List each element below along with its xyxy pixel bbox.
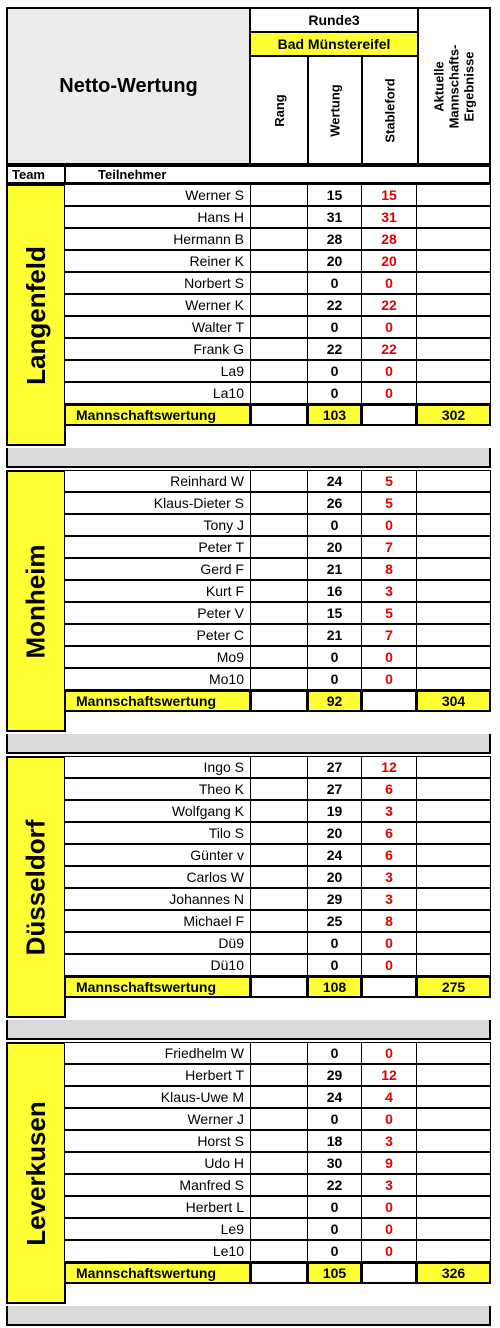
table-row xyxy=(64,1240,491,1262)
ergebnis-cell xyxy=(416,360,491,382)
player-name: Tony J xyxy=(64,514,251,536)
rang-cell xyxy=(250,976,308,998)
table-row xyxy=(64,272,491,294)
table-row xyxy=(64,184,491,206)
table-row xyxy=(64,866,491,888)
column-header-ergebnisse: Aktuelle Mannschafts- Ergebnisse xyxy=(417,7,491,165)
player-name: Werner K xyxy=(64,294,251,316)
stableford-cell: 5 xyxy=(361,602,417,624)
stableford-cell: 0 xyxy=(361,1240,417,1262)
stableford-cell: 3 xyxy=(361,866,417,888)
player-name: Werner S xyxy=(64,184,251,206)
team-separator xyxy=(6,1306,491,1326)
ergebnis-cell xyxy=(416,250,491,272)
player-name: Peter V xyxy=(64,602,251,624)
table-row xyxy=(64,910,491,932)
ergebnis-cell xyxy=(416,1218,491,1240)
sheet-title: Netto-Wertung xyxy=(6,7,251,165)
wertung-cell: 15 xyxy=(307,184,362,206)
summary-label: Mannschaftswertung xyxy=(64,1262,251,1284)
rang-cell xyxy=(250,360,308,382)
rang-cell xyxy=(250,866,308,888)
summary-ergebnis: 275 xyxy=(416,976,491,998)
wertung-cell: 0 xyxy=(307,1108,362,1130)
table-row xyxy=(64,360,491,382)
wertung-cell: 20 xyxy=(307,866,362,888)
stableford-cell xyxy=(361,976,417,998)
rang-cell xyxy=(250,536,308,558)
rang-cell xyxy=(250,294,308,316)
table-row xyxy=(64,206,491,228)
team-section xyxy=(6,184,491,446)
team-summary-row xyxy=(64,1262,491,1284)
rang-cell xyxy=(250,316,308,338)
player-name: Kurt F xyxy=(64,580,251,602)
player-name: Mo9 xyxy=(64,646,251,668)
rang-cell xyxy=(250,272,308,294)
ergebnis-cell xyxy=(416,1064,491,1086)
stableford-cell: 0 xyxy=(361,1042,417,1064)
ergebnis-cell xyxy=(416,932,491,954)
round-label: Runde3 xyxy=(249,7,419,33)
table-row xyxy=(64,756,491,778)
rang-cell xyxy=(250,844,308,866)
ergebnis-cell xyxy=(416,778,491,800)
wertung-cell: 0 xyxy=(307,646,362,668)
wertung-cell: 24 xyxy=(307,1086,362,1108)
ergebnis-cell xyxy=(416,844,491,866)
table-row xyxy=(64,888,491,910)
table-row xyxy=(64,250,491,272)
summary-ergebnis: 326 xyxy=(416,1262,491,1284)
player-name: Herbert L xyxy=(64,1196,251,1218)
summary-ergebnis: 302 xyxy=(416,404,491,426)
stableford-cell: 8 xyxy=(361,910,417,932)
stableford-cell: 12 xyxy=(361,756,417,778)
column-header-stableford: Stableford xyxy=(361,55,419,165)
team-summary-row xyxy=(64,976,491,998)
wertung-cell: 21 xyxy=(307,558,362,580)
ergebnis-cell xyxy=(416,294,491,316)
player-name: Norbert S xyxy=(64,272,251,294)
wertung-cell: 26 xyxy=(307,492,362,514)
player-name: Manfred S xyxy=(64,1174,251,1196)
table-row xyxy=(64,1130,491,1152)
rang-cell xyxy=(250,668,308,690)
stableford-cell xyxy=(361,1262,417,1284)
player-rows xyxy=(64,756,491,998)
table-row xyxy=(64,470,491,492)
table-row xyxy=(64,1086,491,1108)
ergebnis-cell xyxy=(416,184,491,206)
wertung-cell: 24 xyxy=(307,844,362,866)
score-sheet xyxy=(6,7,491,1328)
player-name: Reiner K xyxy=(64,250,251,272)
stableford-cell xyxy=(361,690,417,712)
stableford-cell: 4 xyxy=(361,1086,417,1108)
ergebnis-cell xyxy=(416,1196,491,1218)
rang-cell xyxy=(250,580,308,602)
column-header-wertung: Wertung xyxy=(307,55,363,165)
ergebnis-cell xyxy=(416,756,491,778)
wertung-cell: 22 xyxy=(307,1174,362,1196)
stableford-cell: 12 xyxy=(361,1064,417,1086)
stableford-cell: 0 xyxy=(361,1218,417,1240)
wertung-cell: 25 xyxy=(307,910,362,932)
ergebnis-cell xyxy=(416,1042,491,1064)
stableford-cell: 6 xyxy=(361,822,417,844)
ergebnis-cell xyxy=(416,866,491,888)
stableford-cell: 7 xyxy=(361,624,417,646)
ergebnis-cell xyxy=(416,1086,491,1108)
player-name: Herbert T xyxy=(64,1064,251,1086)
stableford-cell: 0 xyxy=(361,932,417,954)
ergebnis-cell xyxy=(416,1152,491,1174)
player-name: Wolfgang K xyxy=(64,800,251,822)
table-row xyxy=(64,1064,491,1086)
team-name-label: Düsseldorf xyxy=(20,819,51,955)
rang-cell xyxy=(250,910,308,932)
team-summary-row xyxy=(64,690,491,712)
player-name: Gerd F xyxy=(64,558,251,580)
table-row xyxy=(64,382,491,404)
table-row xyxy=(64,338,491,360)
player-name: Dü10 xyxy=(64,954,251,976)
ergebnis-cell xyxy=(416,206,491,228)
ergebnis-cell xyxy=(416,624,491,646)
rang-cell xyxy=(250,888,308,910)
table-row xyxy=(64,646,491,668)
rang-cell xyxy=(250,646,308,668)
player-name: Klaus-Dieter S xyxy=(64,492,251,514)
rang-cell xyxy=(250,1218,308,1240)
table-row xyxy=(64,1042,491,1064)
stableford-cell: 9 xyxy=(361,1152,417,1174)
team-column-label: Team xyxy=(6,165,66,184)
participant-column-label: Teilnehmer xyxy=(64,165,491,184)
wertung-cell: 22 xyxy=(307,338,362,360)
table-row xyxy=(64,1218,491,1240)
rang-cell xyxy=(250,404,308,426)
stableford-cell: 5 xyxy=(361,470,417,492)
player-name: Hermann B xyxy=(64,228,251,250)
summary-wertung: 92 xyxy=(307,690,362,712)
player-name: La9 xyxy=(64,360,251,382)
stableford-cell: 6 xyxy=(361,844,417,866)
ergebnis-cell xyxy=(416,646,491,668)
wertung-cell: 29 xyxy=(307,888,362,910)
stableford-cell: 0 xyxy=(361,668,417,690)
wertung-cell: 27 xyxy=(307,756,362,778)
summary-ergebnis: 304 xyxy=(416,690,491,712)
player-name: Peter C xyxy=(64,624,251,646)
player-name: Hans H xyxy=(64,206,251,228)
wertung-cell: 30 xyxy=(307,1152,362,1174)
team-name xyxy=(6,184,66,446)
stableford-cell: 0 xyxy=(361,272,417,294)
wertung-cell: 0 xyxy=(307,668,362,690)
ergebnis-cell xyxy=(416,602,491,624)
rang-cell xyxy=(250,602,308,624)
stableford-cell: 6 xyxy=(361,778,417,800)
stableford-cell: 0 xyxy=(361,514,417,536)
table-row xyxy=(64,1108,491,1130)
column-labels xyxy=(6,165,491,184)
rang-cell xyxy=(250,1064,308,1086)
table-row xyxy=(64,316,491,338)
stableford-cell: 3 xyxy=(361,580,417,602)
ergebnis-cell xyxy=(416,910,491,932)
table-row xyxy=(64,580,491,602)
table-row xyxy=(64,954,491,976)
wertung-cell: 0 xyxy=(307,954,362,976)
player-rows xyxy=(64,184,491,426)
rang-cell xyxy=(250,932,308,954)
player-name: Walter T xyxy=(64,316,251,338)
rang-cell xyxy=(250,492,308,514)
table-row xyxy=(64,624,491,646)
ergebnis-cell xyxy=(416,1240,491,1262)
wertung-cell: 18 xyxy=(307,1130,362,1152)
ergebnis-cell xyxy=(416,536,491,558)
wertung-cell: 27 xyxy=(307,778,362,800)
wertung-cell: 31 xyxy=(307,206,362,228)
rang-cell xyxy=(250,1086,308,1108)
wertung-cell: 29 xyxy=(307,1064,362,1086)
player-name: Klaus-Uwe M xyxy=(64,1086,251,1108)
stableford-cell: 20 xyxy=(361,250,417,272)
ergebnis-cell xyxy=(416,954,491,976)
wertung-cell: 20 xyxy=(307,250,362,272)
table-row xyxy=(64,822,491,844)
wertung-cell: 24 xyxy=(307,470,362,492)
stableford-cell: 22 xyxy=(361,338,417,360)
player-name: Friedhelm W xyxy=(64,1042,251,1064)
team-sections xyxy=(6,184,491,1326)
rang-cell xyxy=(250,206,308,228)
rang-cell xyxy=(250,822,308,844)
stableford-cell: 8 xyxy=(361,558,417,580)
table-row xyxy=(64,1196,491,1218)
ergebnis-cell xyxy=(416,492,491,514)
player-name: Le9 xyxy=(64,1218,251,1240)
table-row xyxy=(64,668,491,690)
rang-cell xyxy=(250,1130,308,1152)
player-name: Theo K xyxy=(64,778,251,800)
wertung-cell: 20 xyxy=(307,536,362,558)
wertung-cell: 28 xyxy=(307,228,362,250)
column-header-rang: Rang xyxy=(249,55,309,165)
player-name: Udo H xyxy=(64,1152,251,1174)
wertung-cell: 16 xyxy=(307,580,362,602)
wertung-cell: 0 xyxy=(307,1196,362,1218)
team-name xyxy=(6,1042,66,1304)
team-name-label: Monheim xyxy=(20,543,51,659)
ergebnis-cell xyxy=(416,822,491,844)
player-name: Horst S xyxy=(64,1130,251,1152)
table-row xyxy=(64,932,491,954)
wertung-cell: 0 xyxy=(307,360,362,382)
stableford-cell: 0 xyxy=(361,954,417,976)
wertung-cell: 0 xyxy=(307,1240,362,1262)
table-row xyxy=(64,294,491,316)
team-separator xyxy=(6,448,491,468)
team-separator xyxy=(6,734,491,754)
ergebnis-cell xyxy=(416,382,491,404)
rang-cell xyxy=(250,1262,308,1284)
summary-wertung: 105 xyxy=(307,1262,362,1284)
summary-label: Mannschaftswertung xyxy=(64,976,251,998)
rang-cell xyxy=(250,756,308,778)
stableford-cell: 7 xyxy=(361,536,417,558)
player-name: Reinhard W xyxy=(64,470,251,492)
summary-wertung: 108 xyxy=(307,976,362,998)
team-separator xyxy=(6,1020,491,1040)
wertung-cell: 0 xyxy=(307,382,362,404)
stableford-cell: 3 xyxy=(361,888,417,910)
wertung-cell: 22 xyxy=(307,294,362,316)
rang-cell xyxy=(250,1196,308,1218)
ergebnis-cell xyxy=(416,558,491,580)
course-label: Bad Münstereifel xyxy=(249,31,419,57)
wertung-cell: 20 xyxy=(307,822,362,844)
rang-cell xyxy=(250,382,308,404)
table-row xyxy=(64,800,491,822)
rang-cell xyxy=(250,1152,308,1174)
stableford-cell: 28 xyxy=(361,228,417,250)
ergebnis-cell xyxy=(416,338,491,360)
stableford-cell: 0 xyxy=(361,1196,417,1218)
stableford-cell: 0 xyxy=(361,382,417,404)
rang-cell xyxy=(250,1174,308,1196)
rang-cell xyxy=(250,690,308,712)
summary-label: Mannschaftswertung xyxy=(64,690,251,712)
rang-cell xyxy=(250,250,308,272)
stableford-cell: 3 xyxy=(361,1130,417,1152)
ergebnis-cell xyxy=(416,800,491,822)
stableford-cell: 3 xyxy=(361,1174,417,1196)
table-row xyxy=(64,844,491,866)
stableford-cell: 0 xyxy=(361,360,417,382)
team-name-label: Leverkusen xyxy=(20,1100,51,1246)
table-row xyxy=(64,1152,491,1174)
rang-cell xyxy=(250,470,308,492)
wertung-cell: 0 xyxy=(307,1218,362,1240)
player-name: Michael F xyxy=(64,910,251,932)
ergebnis-cell xyxy=(416,580,491,602)
ergebnis-cell xyxy=(416,1108,491,1130)
rang-cell xyxy=(250,778,308,800)
player-name: Johannes N xyxy=(64,888,251,910)
stableford-cell: 15 xyxy=(361,184,417,206)
table-row xyxy=(64,514,491,536)
table-row xyxy=(64,1174,491,1196)
summary-wertung: 103 xyxy=(307,404,362,426)
rang-cell xyxy=(250,558,308,580)
stableford-cell xyxy=(361,404,417,426)
rang-cell xyxy=(250,228,308,250)
rang-cell xyxy=(250,954,308,976)
wertung-cell: 0 xyxy=(307,514,362,536)
stableford-cell: 0 xyxy=(361,646,417,668)
wertung-cell: 19 xyxy=(307,800,362,822)
rang-cell xyxy=(250,338,308,360)
team-section xyxy=(6,1042,491,1304)
wertung-cell: 15 xyxy=(307,602,362,624)
player-name: Peter T xyxy=(64,536,251,558)
wertung-cell: 0 xyxy=(307,272,362,294)
summary-label: Mannschaftswertung xyxy=(64,404,251,426)
table-row xyxy=(64,492,491,514)
player-name: Dü9 xyxy=(64,932,251,954)
rang-cell xyxy=(250,184,308,206)
stableford-cell: 3 xyxy=(361,800,417,822)
team-name-label: Langenfeld xyxy=(20,245,51,385)
stableford-cell: 0 xyxy=(361,1108,417,1130)
stableford-cell: 0 xyxy=(361,316,417,338)
ergebnis-cell xyxy=(416,228,491,250)
table-header xyxy=(6,7,491,165)
ergebnis-cell xyxy=(416,470,491,492)
player-rows xyxy=(64,1042,491,1284)
stableford-cell: 22 xyxy=(361,294,417,316)
table-row xyxy=(64,558,491,580)
player-name: Ingo S xyxy=(64,756,251,778)
table-row xyxy=(64,602,491,624)
rang-cell xyxy=(250,624,308,646)
rang-cell xyxy=(250,514,308,536)
ergebnis-cell xyxy=(416,888,491,910)
table-row xyxy=(64,536,491,558)
ergebnis-cell xyxy=(416,1130,491,1152)
team-summary-row xyxy=(64,404,491,426)
player-name: Günter v xyxy=(64,844,251,866)
player-name: Frank G xyxy=(64,338,251,360)
stableford-cell: 5 xyxy=(361,492,417,514)
wertung-cell: 0 xyxy=(307,1042,362,1064)
team-section xyxy=(6,470,491,732)
wertung-cell: 0 xyxy=(307,932,362,954)
player-rows xyxy=(64,470,491,712)
ergebnis-cell xyxy=(416,514,491,536)
team-section xyxy=(6,756,491,1018)
player-name: La10 xyxy=(64,382,251,404)
team-name xyxy=(6,756,66,1018)
ergebnis-cell xyxy=(416,668,491,690)
ergebnis-cell xyxy=(416,1174,491,1196)
ergebnis-cell xyxy=(416,272,491,294)
rang-cell xyxy=(250,1042,308,1064)
player-name: Carlos W xyxy=(64,866,251,888)
player-name: Le10 xyxy=(64,1240,251,1262)
player-name: Tilo S xyxy=(64,822,251,844)
rang-cell xyxy=(250,1108,308,1130)
ergebnis-cell xyxy=(416,316,491,338)
team-name xyxy=(6,470,66,732)
wertung-cell: 21 xyxy=(307,624,362,646)
rang-cell xyxy=(250,1240,308,1262)
stableford-cell: 31 xyxy=(361,206,417,228)
player-name: Werner J xyxy=(64,1108,251,1130)
table-row xyxy=(64,778,491,800)
player-name: Mo10 xyxy=(64,668,251,690)
rang-cell xyxy=(250,800,308,822)
table-row xyxy=(64,228,491,250)
wertung-cell: 0 xyxy=(307,316,362,338)
